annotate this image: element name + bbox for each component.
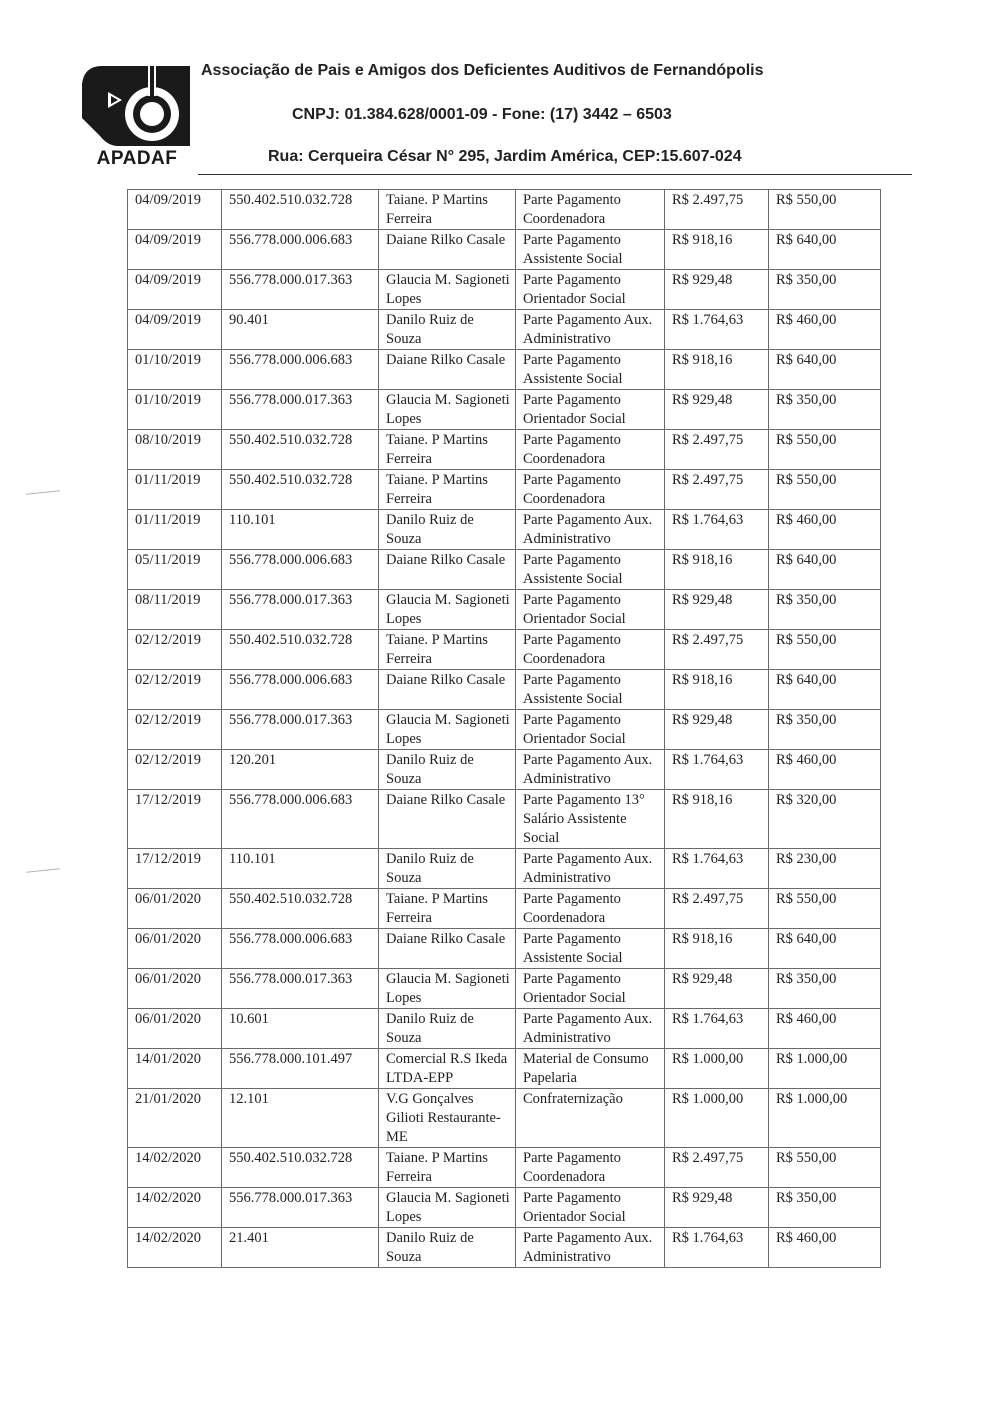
document-number-cell: 21.401 — [222, 1228, 379, 1268]
table-row — [128, 750, 881, 790]
total-value-cell: R$ 1.764,63 — [665, 750, 769, 790]
payee-cell: Daiane Rilko Casale — [379, 550, 516, 590]
date-cell: 08/10/2019 — [128, 430, 222, 470]
paid-value-cell: R$ 350,00 — [769, 270, 881, 310]
payee-cell: Danilo Ruiz de Souza — [379, 750, 516, 790]
total-value-cell: R$ 918,16 — [665, 350, 769, 390]
total-value-cell: R$ 2.497,75 — [665, 190, 769, 230]
document-number-cell: 556.778.000.006.683 — [222, 230, 379, 270]
description-cell: Parte Pagamento Assistente Social — [516, 230, 665, 270]
paid-value-cell: R$ 640,00 — [769, 670, 881, 710]
date-cell: 02/12/2019 — [128, 670, 222, 710]
paid-value-cell: R$ 350,00 — [769, 710, 881, 750]
payee-cell: Danilo Ruiz de Souza — [379, 849, 516, 889]
paid-value-cell: R$ 350,00 — [769, 390, 881, 430]
table-row — [128, 1148, 881, 1188]
total-value-cell: R$ 1.764,63 — [665, 510, 769, 550]
description-cell: Parte Pagamento Coordenadora — [516, 889, 665, 929]
payee-cell: Glaucia M. Sagioneti Lopes — [379, 390, 516, 430]
payee-cell: Taiane. P Martins Ferreira — [379, 430, 516, 470]
payee-cell: Taiane. P Martins Ferreira — [379, 470, 516, 510]
table-row — [128, 230, 881, 270]
document-number-cell: 110.101 — [222, 849, 379, 889]
payee-cell: V.G Gonçalves Gilioti Restaurante-ME — [379, 1089, 516, 1148]
payments-table-body — [128, 190, 881, 1268]
payee-cell: Taiane. P Martins Ferreira — [379, 630, 516, 670]
date-cell: 04/09/2019 — [128, 230, 222, 270]
paid-value-cell: R$ 460,00 — [769, 510, 881, 550]
payee-cell: Glaucia M. Sagioneti Lopes — [379, 969, 516, 1009]
date-cell: 04/09/2019 — [128, 310, 222, 350]
total-value-cell: R$ 2.497,75 — [665, 430, 769, 470]
total-value-cell: R$ 929,48 — [665, 1188, 769, 1228]
total-value-cell: R$ 2.497,75 — [665, 1148, 769, 1188]
date-cell: 21/01/2020 — [128, 1089, 222, 1148]
total-value-cell: R$ 918,16 — [665, 670, 769, 710]
total-value-cell: R$ 929,48 — [665, 390, 769, 430]
paid-value-cell: R$ 1.000,00 — [769, 1049, 881, 1089]
scan-mark — [26, 868, 60, 873]
table-row — [128, 190, 881, 230]
payee-cell: Danilo Ruiz de Souza — [379, 510, 516, 550]
document-number-cell: 550.402.510.032.728 — [222, 889, 379, 929]
table-row — [128, 889, 881, 929]
table-row — [128, 710, 881, 750]
table-row — [128, 350, 881, 390]
table-row — [128, 1188, 881, 1228]
total-value-cell: R$ 1.764,63 — [665, 1009, 769, 1049]
description-cell: Parte Pagamento Orientador Social — [516, 390, 665, 430]
total-value-cell: R$ 918,16 — [665, 230, 769, 270]
payee-cell: Daiane Rilko Casale — [379, 790, 516, 849]
document-number-cell: 550.402.510.032.728 — [222, 190, 379, 230]
description-cell: Parte Pagamento Coordenadora — [516, 1148, 665, 1188]
paid-value-cell: R$ 550,00 — [769, 470, 881, 510]
document-number-cell: 550.402.510.032.728 — [222, 470, 379, 510]
date-cell: 14/02/2020 — [128, 1188, 222, 1228]
document-number-cell: 556.778.000.006.683 — [222, 670, 379, 710]
description-cell: Parte Pagamento Assistente Social — [516, 350, 665, 390]
payee-cell: Taiane. P Martins Ferreira — [379, 889, 516, 929]
table-row — [128, 1089, 881, 1148]
date-cell: 06/01/2020 — [128, 1009, 222, 1049]
document-number-cell: 556.778.000.006.683 — [222, 929, 379, 969]
paid-value-cell: R$ 460,00 — [769, 1228, 881, 1268]
payee-cell: Danilo Ruiz de Souza — [379, 1009, 516, 1049]
table-row — [128, 630, 881, 670]
document-number-cell: 556.778.000.006.683 — [222, 790, 379, 849]
paid-value-cell: R$ 350,00 — [769, 969, 881, 1009]
table-row — [128, 1049, 881, 1089]
description-cell: Parte Pagamento Coordenadora — [516, 190, 665, 230]
payee-cell: Comercial R.S Ikeda LTDA-EPP — [379, 1049, 516, 1089]
description-cell: Parte Pagamento Orientador Social — [516, 969, 665, 1009]
date-cell: 06/01/2020 — [128, 889, 222, 929]
ear-logo-icon — [78, 62, 196, 148]
total-value-cell: R$ 918,16 — [665, 790, 769, 849]
date-cell: 04/09/2019 — [128, 190, 222, 230]
description-cell: Parte Pagamento Coordenadora — [516, 630, 665, 670]
table-row — [128, 430, 881, 470]
paid-value-cell: R$ 550,00 — [769, 889, 881, 929]
payee-cell: Daiane Rilko Casale — [379, 670, 516, 710]
description-cell: Material de Consumo Papelaria — [516, 1049, 665, 1089]
payments-table — [127, 189, 881, 1268]
paid-value-cell: R$ 350,00 — [769, 1188, 881, 1228]
table-row — [128, 390, 881, 430]
organization-name: Associação de Pais e Amigos dos Deficientes Auditivos de Fernandópolis — [201, 62, 764, 79]
table-row — [128, 849, 881, 889]
total-value-cell: R$ 929,48 — [665, 710, 769, 750]
description-cell: Confraternização — [516, 1089, 665, 1148]
document-number-cell: 556.778.000.006.683 — [222, 350, 379, 390]
description-cell: Parte Pagamento Orientador Social — [516, 590, 665, 630]
total-value-cell: R$ 929,48 — [665, 270, 769, 310]
total-value-cell: R$ 2.497,75 — [665, 470, 769, 510]
payee-cell: Taiane. P Martins Ferreira — [379, 190, 516, 230]
payee-cell: Danilo Ruiz de Souza — [379, 1228, 516, 1268]
description-cell: Parte Pagamento Orientador Social — [516, 270, 665, 310]
document-number-cell: 110.101 — [222, 510, 379, 550]
description-cell: Parte Pagamento Coordenadora — [516, 470, 665, 510]
document-number-cell: 90.401 — [222, 310, 379, 350]
document-number-cell: 120.201 — [222, 750, 379, 790]
paid-value-cell: R$ 460,00 — [769, 750, 881, 790]
total-value-cell: R$ 1.764,63 — [665, 310, 769, 350]
document-number-cell: 556.778.000.017.363 — [222, 270, 379, 310]
date-cell: 04/09/2019 — [128, 270, 222, 310]
total-value-cell: R$ 1.764,63 — [665, 1228, 769, 1268]
total-value-cell: R$ 929,48 — [665, 590, 769, 630]
document-number-cell: 550.402.510.032.728 — [222, 630, 379, 670]
description-cell: Parte Pagamento Aux. Administrativo — [516, 310, 665, 350]
table-row — [128, 670, 881, 710]
table-row — [128, 590, 881, 630]
paid-value-cell: R$ 550,00 — [769, 430, 881, 470]
table-row — [128, 929, 881, 969]
table-row — [128, 1009, 881, 1049]
date-cell: 06/01/2020 — [128, 929, 222, 969]
date-cell: 02/12/2019 — [128, 710, 222, 750]
description-cell: Parte Pagamento Orientador Social — [516, 1188, 665, 1228]
date-cell: 17/12/2019 — [128, 849, 222, 889]
document-number-cell: 556.778.000.017.363 — [222, 1188, 379, 1228]
paid-value-cell: R$ 550,00 — [769, 1148, 881, 1188]
description-cell: Parte Pagamento Aux. Administrativo — [516, 1009, 665, 1049]
document-number-cell: 556.778.000.017.363 — [222, 710, 379, 750]
date-cell: 02/12/2019 — [128, 630, 222, 670]
paid-value-cell: R$ 640,00 — [769, 230, 881, 270]
total-value-cell: R$ 918,16 — [665, 929, 769, 969]
table-row — [128, 1228, 881, 1268]
total-value-cell: R$ 1.000,00 — [665, 1089, 769, 1148]
logo-wordmark: APADAF — [96, 148, 178, 169]
date-cell: 17/12/2019 — [128, 790, 222, 849]
total-value-cell: R$ 929,48 — [665, 969, 769, 1009]
description-cell: Parte Pagamento Aux. Administrativo — [516, 849, 665, 889]
total-value-cell: R$ 1.000,00 — [665, 1049, 769, 1089]
document-number-cell: 12.101 — [222, 1089, 379, 1148]
header-divider — [198, 174, 912, 175]
table-row — [128, 310, 881, 350]
table-row — [128, 550, 881, 590]
description-cell: Parte Pagamento Aux. Administrativo — [516, 1228, 665, 1268]
payee-cell: Taiane. P Martins Ferreira — [379, 1148, 516, 1188]
table-row — [128, 969, 881, 1009]
payee-cell: Daiane Rilko Casale — [379, 929, 516, 969]
payee-cell: Daiane Rilko Casale — [379, 230, 516, 270]
total-value-cell: R$ 2.497,75 — [665, 889, 769, 929]
letterhead — [0, 0, 992, 180]
payee-cell: Daiane Rilko Casale — [379, 350, 516, 390]
document-number-cell: 556.778.000.017.363 — [222, 590, 379, 630]
paid-value-cell: R$ 230,00 — [769, 849, 881, 889]
description-cell: Parte Pagamento Aux. Administrativo — [516, 510, 665, 550]
date-cell: 01/10/2019 — [128, 390, 222, 430]
payee-cell: Glaucia M. Sagioneti Lopes — [379, 1188, 516, 1228]
address-line: Rua: Cerqueira César N° 295, Jardim América, CEP:15.607-024 — [268, 148, 742, 165]
payee-cell: Danilo Ruiz de Souza — [379, 310, 516, 350]
paid-value-cell: R$ 350,00 — [769, 590, 881, 630]
date-cell: 01/11/2019 — [128, 510, 222, 550]
date-cell: 08/11/2019 — [128, 590, 222, 630]
date-cell: 05/11/2019 — [128, 550, 222, 590]
payee-cell: Glaucia M. Sagioneti Lopes — [379, 270, 516, 310]
scan-mark — [26, 490, 60, 495]
payee-cell: Glaucia M. Sagioneti Lopes — [379, 590, 516, 630]
document-number-cell: 10.601 — [222, 1009, 379, 1049]
paid-value-cell: R$ 640,00 — [769, 350, 881, 390]
payee-cell: Glaucia M. Sagioneti Lopes — [379, 710, 516, 750]
date-cell: 14/01/2020 — [128, 1049, 222, 1089]
paid-value-cell: R$ 550,00 — [769, 630, 881, 670]
document-number-cell: 556.778.000.017.363 — [222, 969, 379, 1009]
date-cell: 02/12/2019 — [128, 750, 222, 790]
date-cell: 06/01/2020 — [128, 969, 222, 1009]
description-cell: Parte Pagamento Orientador Social — [516, 710, 665, 750]
contact-line: CNPJ: 01.384.628/0001-09 - Fone: (17) 3442 – 6503 — [292, 106, 672, 123]
description-cell: Parte Pagamento Coordenadora — [516, 430, 665, 470]
description-cell: Parte Pagamento Assistente Social — [516, 550, 665, 590]
date-cell: 01/11/2019 — [128, 470, 222, 510]
document-number-cell: 556.778.000.017.363 — [222, 390, 379, 430]
document-number-cell: 556.778.000.006.683 — [222, 550, 379, 590]
date-cell: 14/02/2020 — [128, 1148, 222, 1188]
total-value-cell: R$ 1.764,63 — [665, 849, 769, 889]
paid-value-cell: R$ 460,00 — [769, 1009, 881, 1049]
paid-value-cell: R$ 320,00 — [769, 790, 881, 849]
table-row — [128, 790, 881, 849]
date-cell: 14/02/2020 — [128, 1228, 222, 1268]
table-row — [128, 470, 881, 510]
description-cell: Parte Pagamento 13° Salário Assistente Social — [516, 790, 665, 849]
paid-value-cell: R$ 460,00 — [769, 310, 881, 350]
total-value-cell: R$ 918,16 — [665, 550, 769, 590]
apadaf-logo — [78, 62, 196, 174]
document-number-cell: 556.778.000.101.497 — [222, 1049, 379, 1089]
document-number-cell: 550.402.510.032.728 — [222, 430, 379, 470]
document-number-cell: 550.402.510.032.728 — [222, 1148, 379, 1188]
table-row — [128, 510, 881, 550]
paid-value-cell: R$ 550,00 — [769, 190, 881, 230]
paid-value-cell: R$ 640,00 — [769, 929, 881, 969]
date-cell: 01/10/2019 — [128, 350, 222, 390]
paid-value-cell: R$ 1.000,00 — [769, 1089, 881, 1148]
table-row — [128, 270, 881, 310]
description-cell: Parte Pagamento Assistente Social — [516, 670, 665, 710]
description-cell: Parte Pagamento Aux. Administrativo — [516, 750, 665, 790]
total-value-cell: R$ 2.497,75 — [665, 630, 769, 670]
description-cell: Parte Pagamento Assistente Social — [516, 929, 665, 969]
paid-value-cell: R$ 640,00 — [769, 550, 881, 590]
